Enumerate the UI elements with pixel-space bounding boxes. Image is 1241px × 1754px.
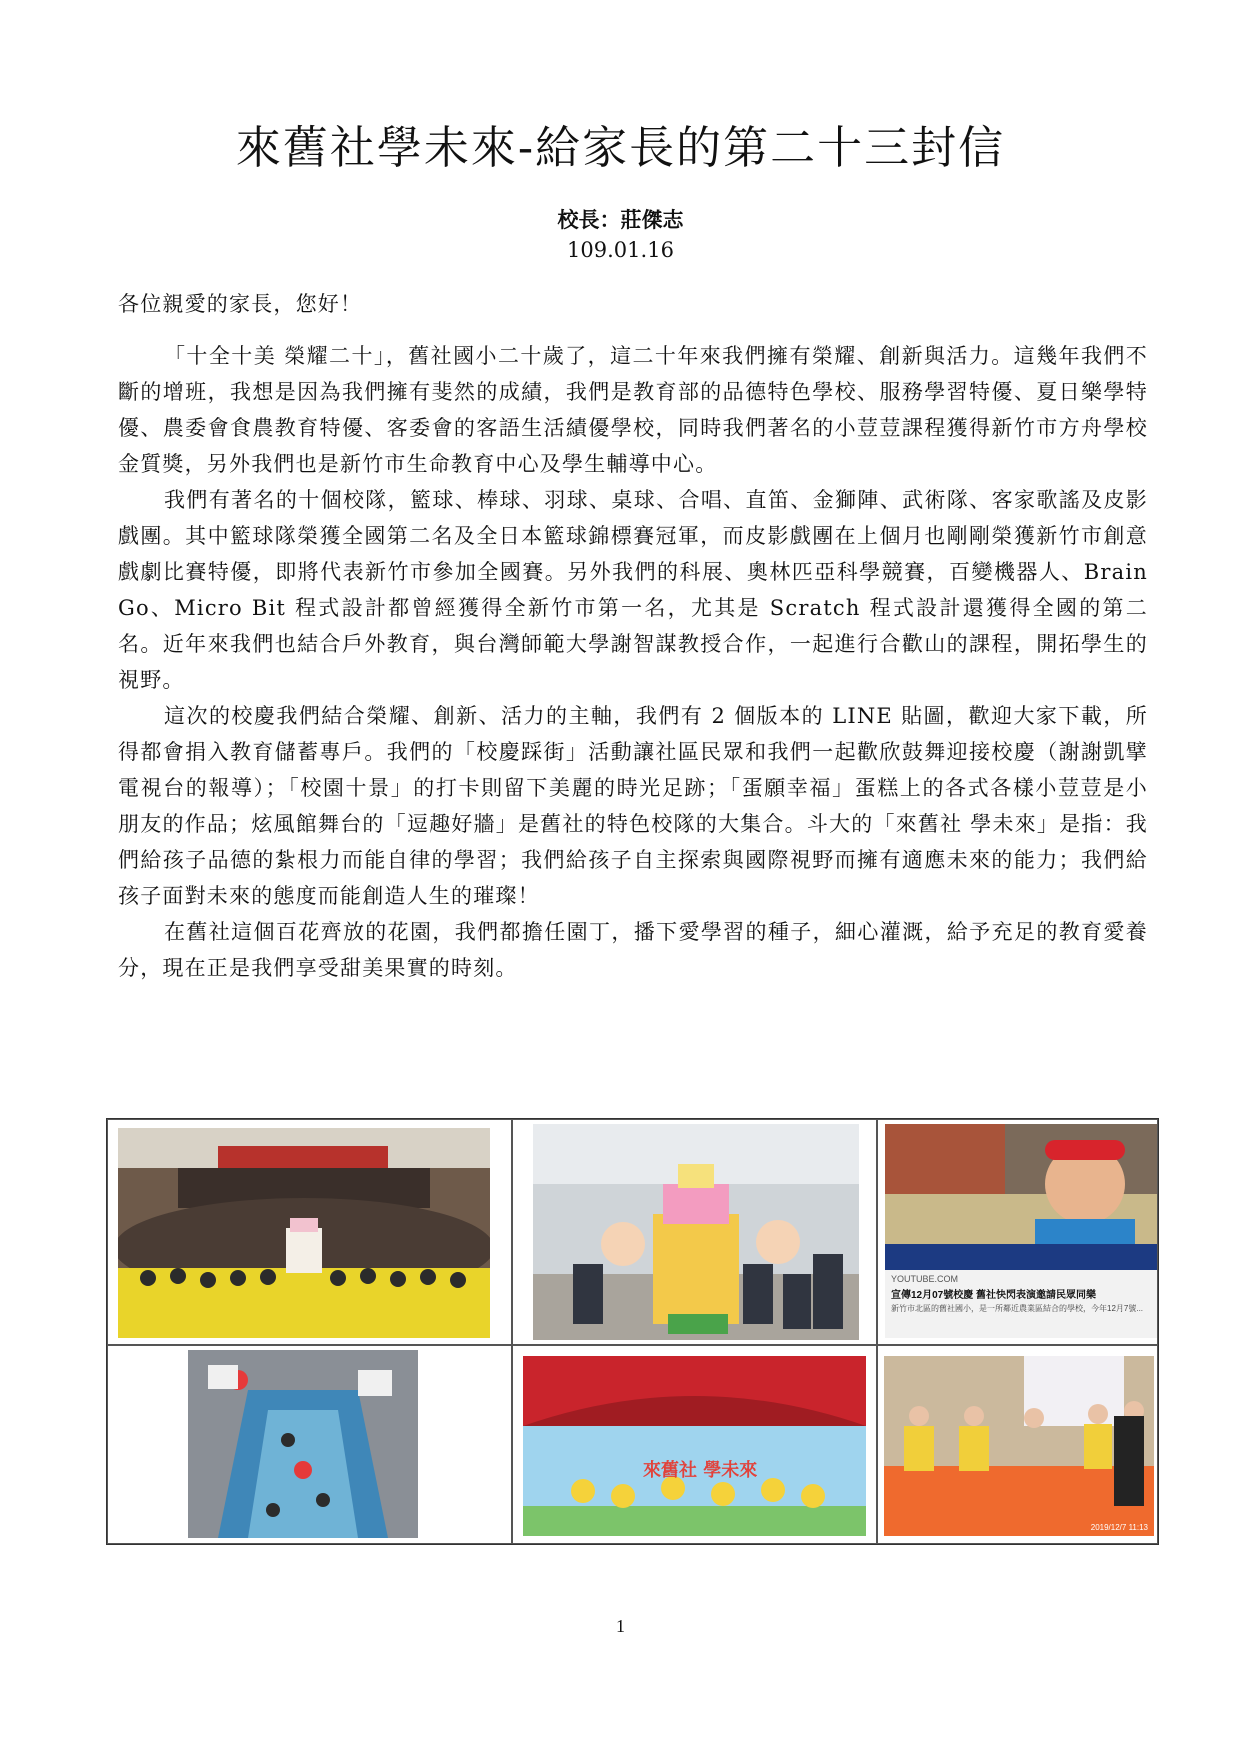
paragraph-2: 我們有著名的十個校隊，籃球、棒球、羽球、桌球、合唱、直笛、金獅陣、武術隊、客家歌謠及皮影戲團。其中籃球隊榮獲全國第二名及全日本籃球錦標賽冠軍，而皮影戲團在上個月也剛剛榮獲新竹市創意戲劇比賽特優，即將代表新竹市參加全國賽。另外我們的科展、奧林匹亞科學競賽，百變機器人、Brain Go、Micro Bit 程式設計都曾經獲得全新竹市第一名，尤其是 Scratch 程式設計還獲得全國的第二名。近年來我們也結合戶外教育，與台灣師範大學謝智謀教授合作，一起進行合歡山的課程，開拓學生的視野。 — [118, 488, 1148, 692]
photo-cell-news — [877, 1119, 1158, 1345]
photo-cell-booth — [877, 1345, 1158, 1544]
photo-grid — [106, 1118, 1159, 1545]
news-source: YOUTUBE.COM — [891, 1274, 959, 1284]
street-art-photo — [188, 1350, 418, 1538]
group-photo — [118, 1128, 490, 1338]
page-number: 1 — [616, 1616, 625, 1636]
photo-cell-stage — [512, 1345, 877, 1544]
photo-cell-group — [107, 1119, 512, 1345]
banner-text: 來舊社 學未來 — [643, 1460, 758, 1481]
principal-name: 校長：莊傑志 — [557, 207, 684, 232]
paragraph-1: 「十全十美 榮耀二十」，舊社國小二十歲了，這二十年來我們擁有榮耀、創新與活力。這幾年我們不斷的增班，我想是因為我們擁有斐然的成績，我們是教育部的品德特色學校、服務學習特優、夏日樂學特優、農委會食農教育特優、客委會的客語生活績優學校，同時我們著名的小荳荳課程獲得新竹市方舟學校金質獎，另外我們也是新竹市生命教育中心及學生輔導中心。 — [118, 344, 1148, 476]
photo-cell-cake — [512, 1119, 877, 1345]
news-headline: 宣傳12月07號校慶 舊社快閃表演邀請民眾同樂 — [891, 1290, 1097, 1301]
news-video-thumbnail — [885, 1124, 1157, 1270]
greeting: 各位親愛的家長，您好！ — [118, 292, 363, 316]
letter-date: 109.01.16 — [567, 238, 674, 262]
paragraph-4: 在舊社這個百花齊放的花園，我們都擔任園丁，播下愛學習的種子，細心灌溉，給予充足的教育愛養分，現在正是我們享受甜美果實的時刻。 — [118, 920, 1148, 980]
news-link-card[interactable] — [885, 1270, 1157, 1338]
photo-timestamp: 2019/12/7 11:13 — [1090, 1523, 1148, 1532]
paragraph-3: 這次的校慶我們結合榮耀、創新、活力的主軸，我們有 2 個版本的 LINE 貼圖，歡迎大家下載，所得都會捐入教育儲蓄專戶。我們的「校慶踩街」活動讓社區民眾和我們一起歡欣鼓舞迎接校慶（謝謝凱擘電視台的報導）；「校園十景」的打卡則留下美麗的時光足跡；「蛋願幸福」蛋糕上的各式各樣小荳荳是小朋友的作品；炫風館舞台的「逗趣好牆」是舊社的特色校隊的大集合。斗大的「來舊社 學未來」是指：我們給孩子品德的紮根力而能自律的學習；我們給孩子自主探索與國際視野而擁有適應未來的能力；我們給孩子面對未來的態度而能創造人生的璀璨！ — [118, 704, 1148, 908]
letter-body — [118, 286, 1148, 986]
booth-photo — [884, 1356, 1154, 1536]
photo-cell-street-art — [107, 1345, 512, 1544]
letter-title: 來舊社學未來-給家長的第二十三封信 — [235, 121, 1006, 174]
cake-photo — [533, 1124, 859, 1340]
stage-banner-photo — [523, 1356, 866, 1536]
news-snippet: 新竹市北區的舊社國小，是一所鄰近農業區結合的學校，今年12月7號... — [891, 1304, 1144, 1313]
